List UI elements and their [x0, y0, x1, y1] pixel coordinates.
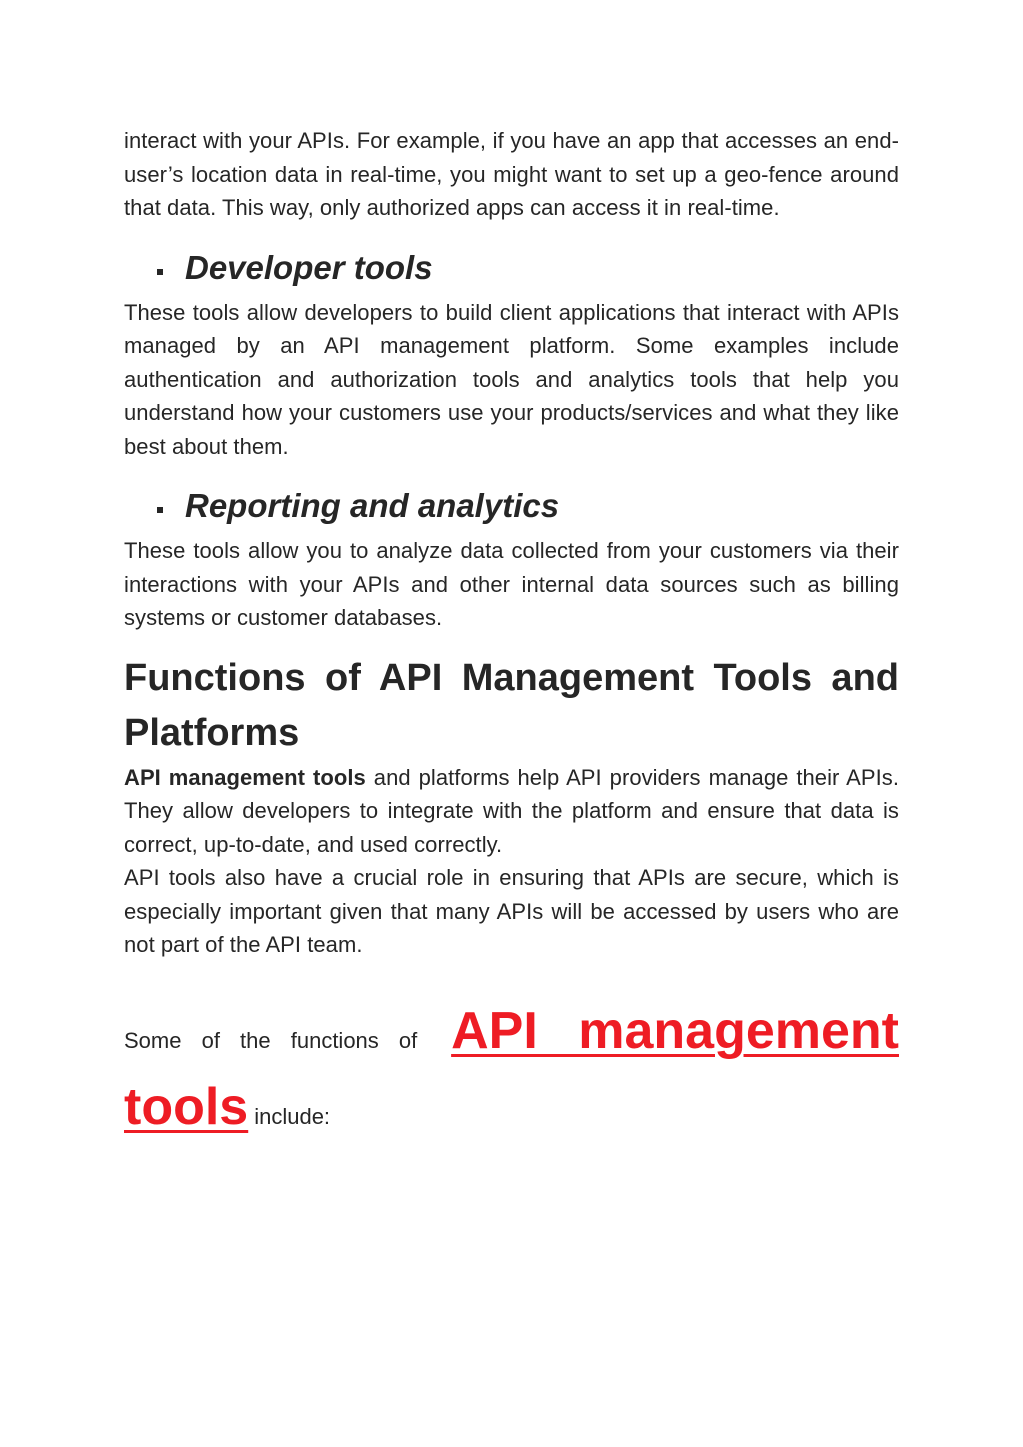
square-bullet-icon [157, 507, 163, 513]
closing-sentence [124, 992, 899, 1146]
functions-heading: Functions of API Management Tools and Platforms [124, 656, 899, 754]
intro-paragraph: interact with your APIs. For example, if you have an app that accesses an end-user’s location data in real-time, you might want to set up a geo-fence around that data. This way, only authorized apps can access it in real-time. [124, 128, 899, 220]
section-heading-developer-tools [124, 240, 899, 296]
section-heading-text: Developer tools [185, 248, 433, 286]
api-management-tools-link[interactable]: API management [451, 1001, 899, 1060]
paragraph-text: and platforms help API providers manage their APIs. They allow developers to integrate with the platform and ensure that data is correct, up-to-date, and used correctly. [124, 764, 900, 857]
closing-line-2 [124, 1068, 899, 1146]
closing-line-1 [124, 992, 899, 1068]
document-page [124, 124, 899, 1146]
closing-prefix: Some of the functions of [124, 1027, 418, 1053]
square-bullet-icon [157, 269, 163, 275]
section-body-developer-tools: These tools allow developers to build client applications that interact with APIs managed by an API management platform. Some examples include authentication and authorization tools and analytics tools that help you understand how your customers use your products/services and what they like best about them. [124, 299, 899, 459]
section-heading-text: Reporting and analytics [185, 487, 560, 524]
section-heading-reporting-analytics [124, 478, 899, 534]
tools-link[interactable]: tools [124, 1077, 249, 1136]
bold-phrase: API management tools [124, 764, 366, 790]
functions-paragraph-2: API tools also have a crucial role in ensuring that APIs are secure, which is especially important given that many APIs will be accessed by users who are not part of the API team. [124, 865, 899, 957]
section-body-reporting-analytics: These tools allow you to analyze data collected from your customers via their interactions with your APIs and other internal data sources such as billing systems or customer databases. [124, 538, 899, 630]
functions-paragraph-1 [124, 761, 899, 862]
closing-suffix: include: [254, 1103, 331, 1129]
